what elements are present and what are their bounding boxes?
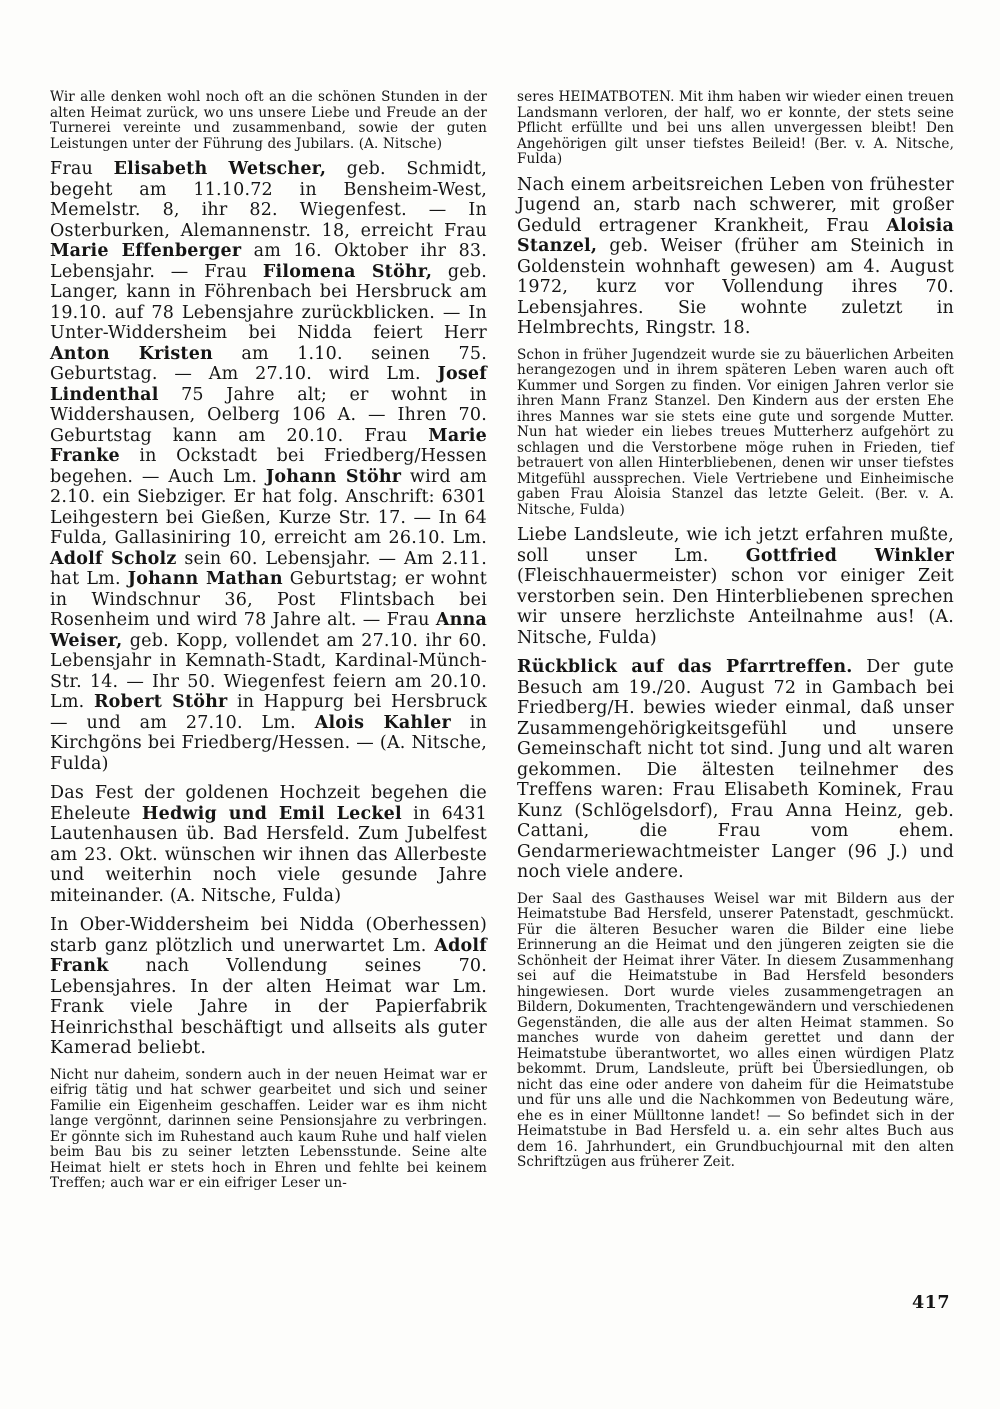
paragraph — [50, 159, 487, 774]
bold-text: Anton Kristen — [50, 343, 213, 364]
text-run: geb. Weiser (früher am Steinich in Goldenstein wohnhaft gewesen) am 4. August 1972, kurz vor Vollendung ihres 70. Lebensjahres. Sie wohnte zuletzt in Helmbrechts, Ringstr. 18. — [517, 236, 954, 338]
text-run: geb. Langer, kann in Föhrenbach bei Hersbruck am 19.10. auf 78 Lebensjahre zurückblicken. — In Unter-Widdersheim bei Nidda feiert Herr — [50, 261, 487, 343]
bold-text: Johann Mathan — [127, 569, 283, 589]
bold-text: Adolf Scholz — [50, 548, 177, 569]
text-run: Liebe Landsleute, wie ich jetzt erfahren mußte, soll unser Lm. — [517, 525, 954, 566]
paragraph — [50, 783, 487, 906]
bold-text: Filomena Stöhr, — [262, 261, 433, 282]
text-run: am 16. Oktober ihr 83. Lebensjahr. — Frau — [50, 241, 487, 282]
paragraph — [517, 892, 954, 1171]
text-run: In Ober-Widdersheim bei Nidda (Oberhessen) starb ganz plötzlich und unerwartet Lm. — [50, 915, 487, 956]
bold-text: Aloisia Stanzel, — [517, 215, 954, 256]
text-run: Nicht nur daheim, sondern auch in der neuen Heimat war er eifrig tätig und hat schwer gearbeitet und sich und seiner Familie ein Eigenheim geschaffen. Leider war es ihm nicht lange vergönnt, darinnen seine Pensionsjahre zu verbringen. Er gönnte sich im Ruhestand auch kaum Ruhe und half vielen beim Bau bis zu seiner letzten Lebensstunde. Seine alte Heimat hielt er stets hoch in Ehren und fehlte bei keinem Treffen; auch war er ein eifriger Leser un- — [50, 1066, 487, 1191]
text-run: (Fleischhauermeister) schon vor einiger Zeit verstorben sein. Den Hinterbliebenen sprechen wir unsere herzlichste Anteilnahme aus! (A. Nitsche, Fulda) — [517, 566, 954, 648]
paragraph — [517, 657, 954, 883]
bold-text: Hedwig und Emil Leckel — [141, 803, 402, 824]
page-number: 417 — [911, 1293, 950, 1313]
bold-text: Marie Franke — [50, 425, 487, 466]
paragraph — [517, 90, 954, 168]
paragraph — [50, 915, 487, 1059]
text-run: Wir alle denken wohl noch oft an die schönen Stunden in der alten Heimat zurück, wo uns unsere Liebe und Freude an der Turnerei vereinte und zusammenband, sowie der guten Leistungen unter der Führung des Jubilars. (A. Nitsche) — [50, 89, 487, 152]
text-run: in 6431 Lautenhausen üb. Bad Hersfeld. Zum Jubelfest am 23. Okt. wünschen wir ihnen das Allerbeste und weiterhin noch viele gesunde Jahre miteinander. (A. Nitsche, Fulda) — [50, 803, 487, 906]
text-run: wird am 2.10. ein Siebziger. Er hat folg. Anschrift: 6301 Leihgestern bei Gießen, Kurze Str. 17. — In 64 Fulda, Gallasiniring 10, erreicht am 26.10. Lm. — [50, 466, 487, 548]
text-run: seres HEIMATBOTEN. Mit ihm haben wir wieder einen treuen Landsmann verloren, der half, wo er konnte, der stets seine Pflicht erfüllte und bei uns allen unvergessen bleibt! Den Angehörigen gilt unser tiefstes Beileid! (Ber. v. A. Nitsche, Fulda) — [517, 89, 954, 167]
bold-text: Johann Stöhr — [265, 466, 402, 487]
left-column — [50, 90, 487, 1199]
text-run: 75 Jahre alt; er wohnt in Widdershausen, Oelberg 106 A. — Ihren 70. Geburtstag kann am 20.10. Frau — [50, 384, 487, 446]
bold-text: Marie Effenberger — [50, 241, 242, 261]
text-run: in Happurg bei Hersbruck — und am 27.10. Lm. — [50, 692, 487, 733]
bold-text: Adolf Frank — [50, 935, 487, 976]
text-run: Schon in früher Jugendzeit wurde sie zu bäuerlichen Arbeiten herangezogen und in ihrem späteren Leben waren auch oft Kummer und Sorgen zu finden. Vor einigen Jahren verlor sie ihren Mann Franz Stanzel. Den Kindern aus der ersten Ehe ihres Mannes war sie stets eine gute und sorgende Mutter. Nun hat wieder ein liebes treues Mutterherz aufgehört zu schlagen und die Verstorbene möge ruhen in Frieden, tief betrauert von allen Hinterbliebenen, denen wir unser tiefstes Mitgefühl aussprechen. Viele Vertriebene und Einheimische gaben Frau Aloisia Stanzel das letzte Geleit. (Ber. v. A. Nitsche, Fulda) — [517, 346, 954, 518]
text-run: Der gute Besuch am 19./20. August 72 in Gambach bei Friedberg/H. bewies wieder einmal, daß unser Zusammengehörigkeitsgefühl und unsere Gemeinschaft nicht tot sind. Jung und alt waren gekommen. Die ältesten teilnehmer des Treffens waren: Frau Elisabeth Kominek, Frau Kunz (Schlögelsdorf), Frau Anna Heinz, geb. Cattani, die Frau vom ehem. Gendarmeriewachtmeister Langer (96 J.) und noch viele andere. — [517, 657, 954, 882]
bold-text: Alois Kahler — [314, 712, 451, 733]
text-run: in Ockstadt bei Friedberg/Hessen begehen. — Auch Lm. — [50, 446, 487, 487]
text-run: in Kirchgöns bei Friedberg/Hessen. — (A. Nitsche, Fulda) — [50, 712, 488, 774]
text-run: sein 60. Lebensjahr. — Am 2.11. hat Lm. — [50, 548, 487, 589]
text-run: Nach einem arbeitsreichen Leben von frühester Jugend an, starb nach schwerer, mit großer Geduld ertragener Krankheit, Frau — [517, 174, 954, 236]
text-run: am 1.10. seinen 75. Geburtstag. — Am 27.10. wird Lm. — [50, 343, 487, 384]
bold-text: Anna Weiser, — [50, 610, 487, 651]
text-run: Frau — [50, 159, 114, 179]
right-column — [517, 90, 954, 1199]
bold-text: Rückblick auf das Pfarrtreffen. — [517, 657, 853, 677]
text-run: Geburtstag; er wohnt in Windschnur 36, Post Flintsbach bei Rosenheim und wird 78 Jahre alt. — Frau — [50, 569, 487, 630]
text-run: Das Fest der goldenen Hochzeit begehen die Eheleute — [50, 783, 487, 824]
paragraph — [50, 1068, 487, 1192]
paragraph — [517, 348, 954, 519]
text-run: geb. Kopp, vollendet am 27.10. ihr 60. Lebensjahr in Kemnath-Stadt, Kardinal-Münch-Str. 14. — Ihr 50. Wiegenfest feiern am 20.10. Lm. — [50, 630, 487, 712]
bold-text: Josef Lindenthal — [50, 364, 487, 405]
bold-text: Gottfried Winkler — [745, 545, 954, 566]
bold-text: Elisabeth Wetscher, — [113, 159, 327, 179]
paragraph — [50, 90, 487, 152]
text-run: Der Saal des Gasthauses Weisel war mit Bildern aus der Heimatstube Bad Hersfeld, unserer Patenstadt, geschmückt. Für die älteren Besucher waren die Bilder eine liebe Erinnerung an die Heimat und den jüngeren zeigten sie die Schönheit der Heimat ihrer Väter. In diesem Zusammenhang sei auf die Heimatstube in Bad Hersfeld besonders hingewiesen. Dort wurde vieles zusammengetragen an Bildern, Dokumenten, Trachtengewändern und verschiedenen Gegenständen, die alle aus der alten Heimat stammen. So manches wurde von daheim gerettet und dann der Heimatstube überantwortet, wo alles einen würdigen Platz bekommt. Drum, Landsleute, prüft bei Übersiedlungen, ob nicht das eine oder andere von daheim für die Heimatstube und für uns alle und die Nachkommen von Bedeutung wäre, ehe es in einer Mülltonne landet! — So befindet sich in der Heimatstube in Bad Hersfeld u. a. ein sehr altes Buch aus dem 16. Jahrhundert, ein Grundbuchjournal mit den alten Schriftzügen aus früherer Zeit. — [517, 890, 954, 1170]
text-run: nach Vollendung seines 70. Lebensjahres. In der alten Heimat war Lm. Frank viele Jahre in der Papierfabrik Heinrichsthal beschäftigt und allseits als guter Kamerad beliebt. — [50, 956, 487, 1058]
two-column-layout — [50, 90, 955, 1199]
text-run: geb. Schmidt, begeht am 11.10.72 in Bensheim-West, Memelstr. 8, ihr 82. Wiegenfest. — In Osterburken, Alemannenstr. 18, erreicht Frau — [50, 159, 488, 241]
paragraph — [517, 525, 954, 648]
bold-text: Robert Stöhr — [93, 692, 228, 712]
paragraph — [517, 175, 954, 339]
